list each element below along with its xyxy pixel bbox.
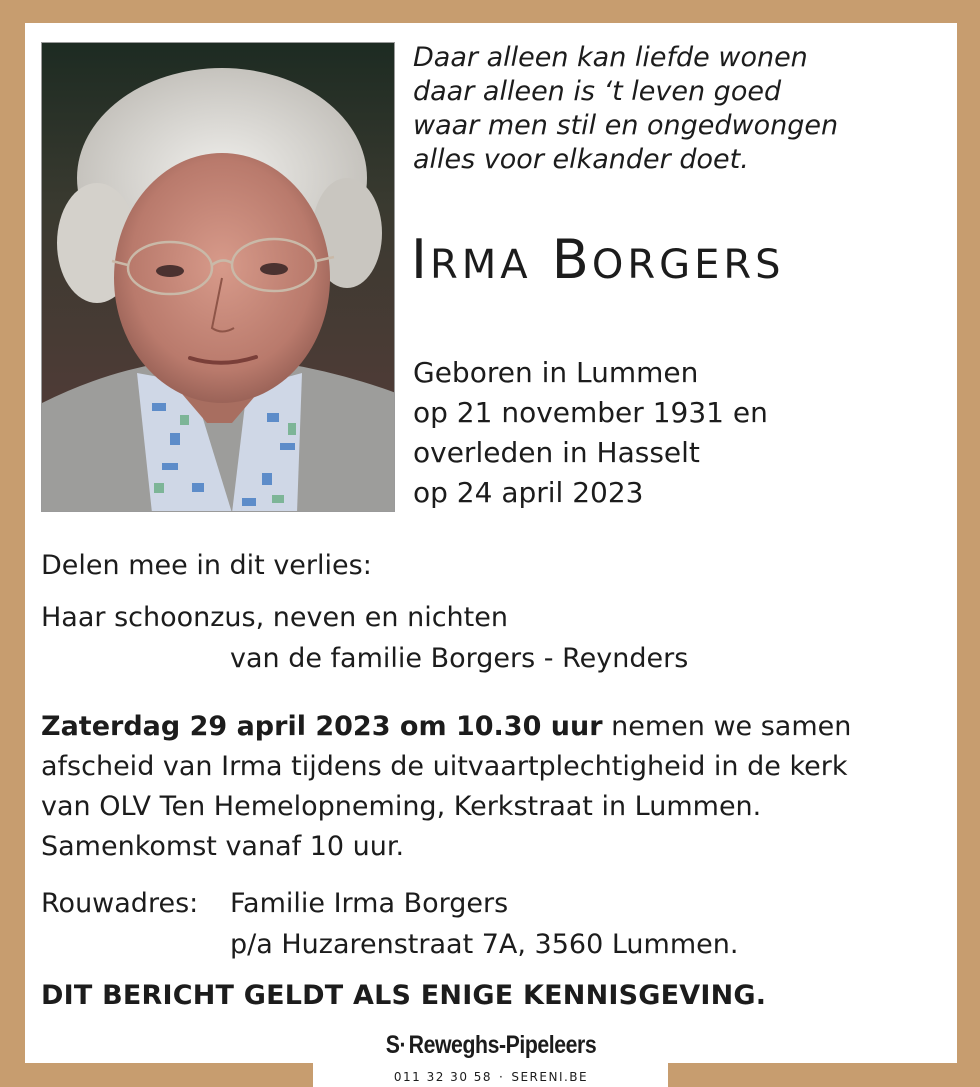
birth-death-line: Geboren in Lummen — [413, 356, 699, 389]
name-first-rest: RMA — [429, 242, 532, 288]
ceremony-date: Zaterdag 29 april 2023 om 10.30 uur — [41, 711, 603, 742]
birth-death-info — [413, 353, 933, 513]
address-line: p/a Huzarenstraat 7A, 3560 Lummen. — [230, 929, 739, 960]
poem-line: alles voor elkander doet. — [413, 144, 749, 175]
birth-death-line: overleden in Hasselt — [413, 436, 700, 469]
ceremony-text: nemen we samen — [602, 711, 852, 742]
frame-bottom-left — [25, 1063, 313, 1087]
relatives-line: Haar schoonzus, neven en nichten — [41, 602, 508, 633]
separator: · — [499, 1070, 505, 1084]
name-last-initial: B — [551, 228, 592, 291]
frame-bottom-right — [668, 1063, 957, 1087]
name-last-rest: ORGERS — [591, 242, 785, 288]
name-first-initial: I — [411, 228, 430, 291]
portrait-photo — [41, 42, 395, 512]
website: SERENI.BE — [511, 1070, 589, 1084]
poem-line: Daar alleen kan liefde wonen — [413, 42, 808, 73]
obituary-card — [25, 23, 957, 1087]
deceased-name — [411, 228, 785, 291]
poem-line: waar men stil en ongedwongen — [413, 110, 839, 141]
funeral-home-logo — [95, 1031, 887, 1060]
relatives-line: van de familie Borgers - Reynders — [230, 643, 689, 674]
poem-line: daar alleen is ‘t leven goed — [413, 76, 782, 107]
ceremony-text: afscheid van Irma tijdens de uitvaartplechtigheid in de kerk — [41, 751, 848, 782]
address-label: Rouwadres: — [41, 888, 199, 919]
address-line: Familie Irma Borgers — [230, 888, 509, 919]
phone-number: 011 32 30 58 — [393, 1070, 493, 1084]
logo-text: Reweghs-Pipeleers — [408, 1031, 597, 1059]
relatives — [41, 597, 941, 679]
birth-death-line: op 21 november 1931 en — [413, 396, 768, 429]
ceremony-text: Samenkomst vanaf 10 uur. — [41, 831, 405, 862]
logo-mark: S· — [385, 1031, 407, 1059]
condolence-address — [41, 883, 941, 965]
ceremony-text: van OLV Ten Hemelopneming, Kerkstraat in Lummen. — [41, 791, 762, 822]
ceremony-info — [41, 707, 941, 867]
mourners-intro: Delen mee in dit verlies: — [41, 550, 372, 581]
poem — [413, 41, 933, 177]
birth-death-line: op 24 april 2023 — [413, 476, 644, 509]
notice: DIT BERICHT GELDT ALS ENIGE KENNISGEVING. — [41, 980, 767, 1011]
